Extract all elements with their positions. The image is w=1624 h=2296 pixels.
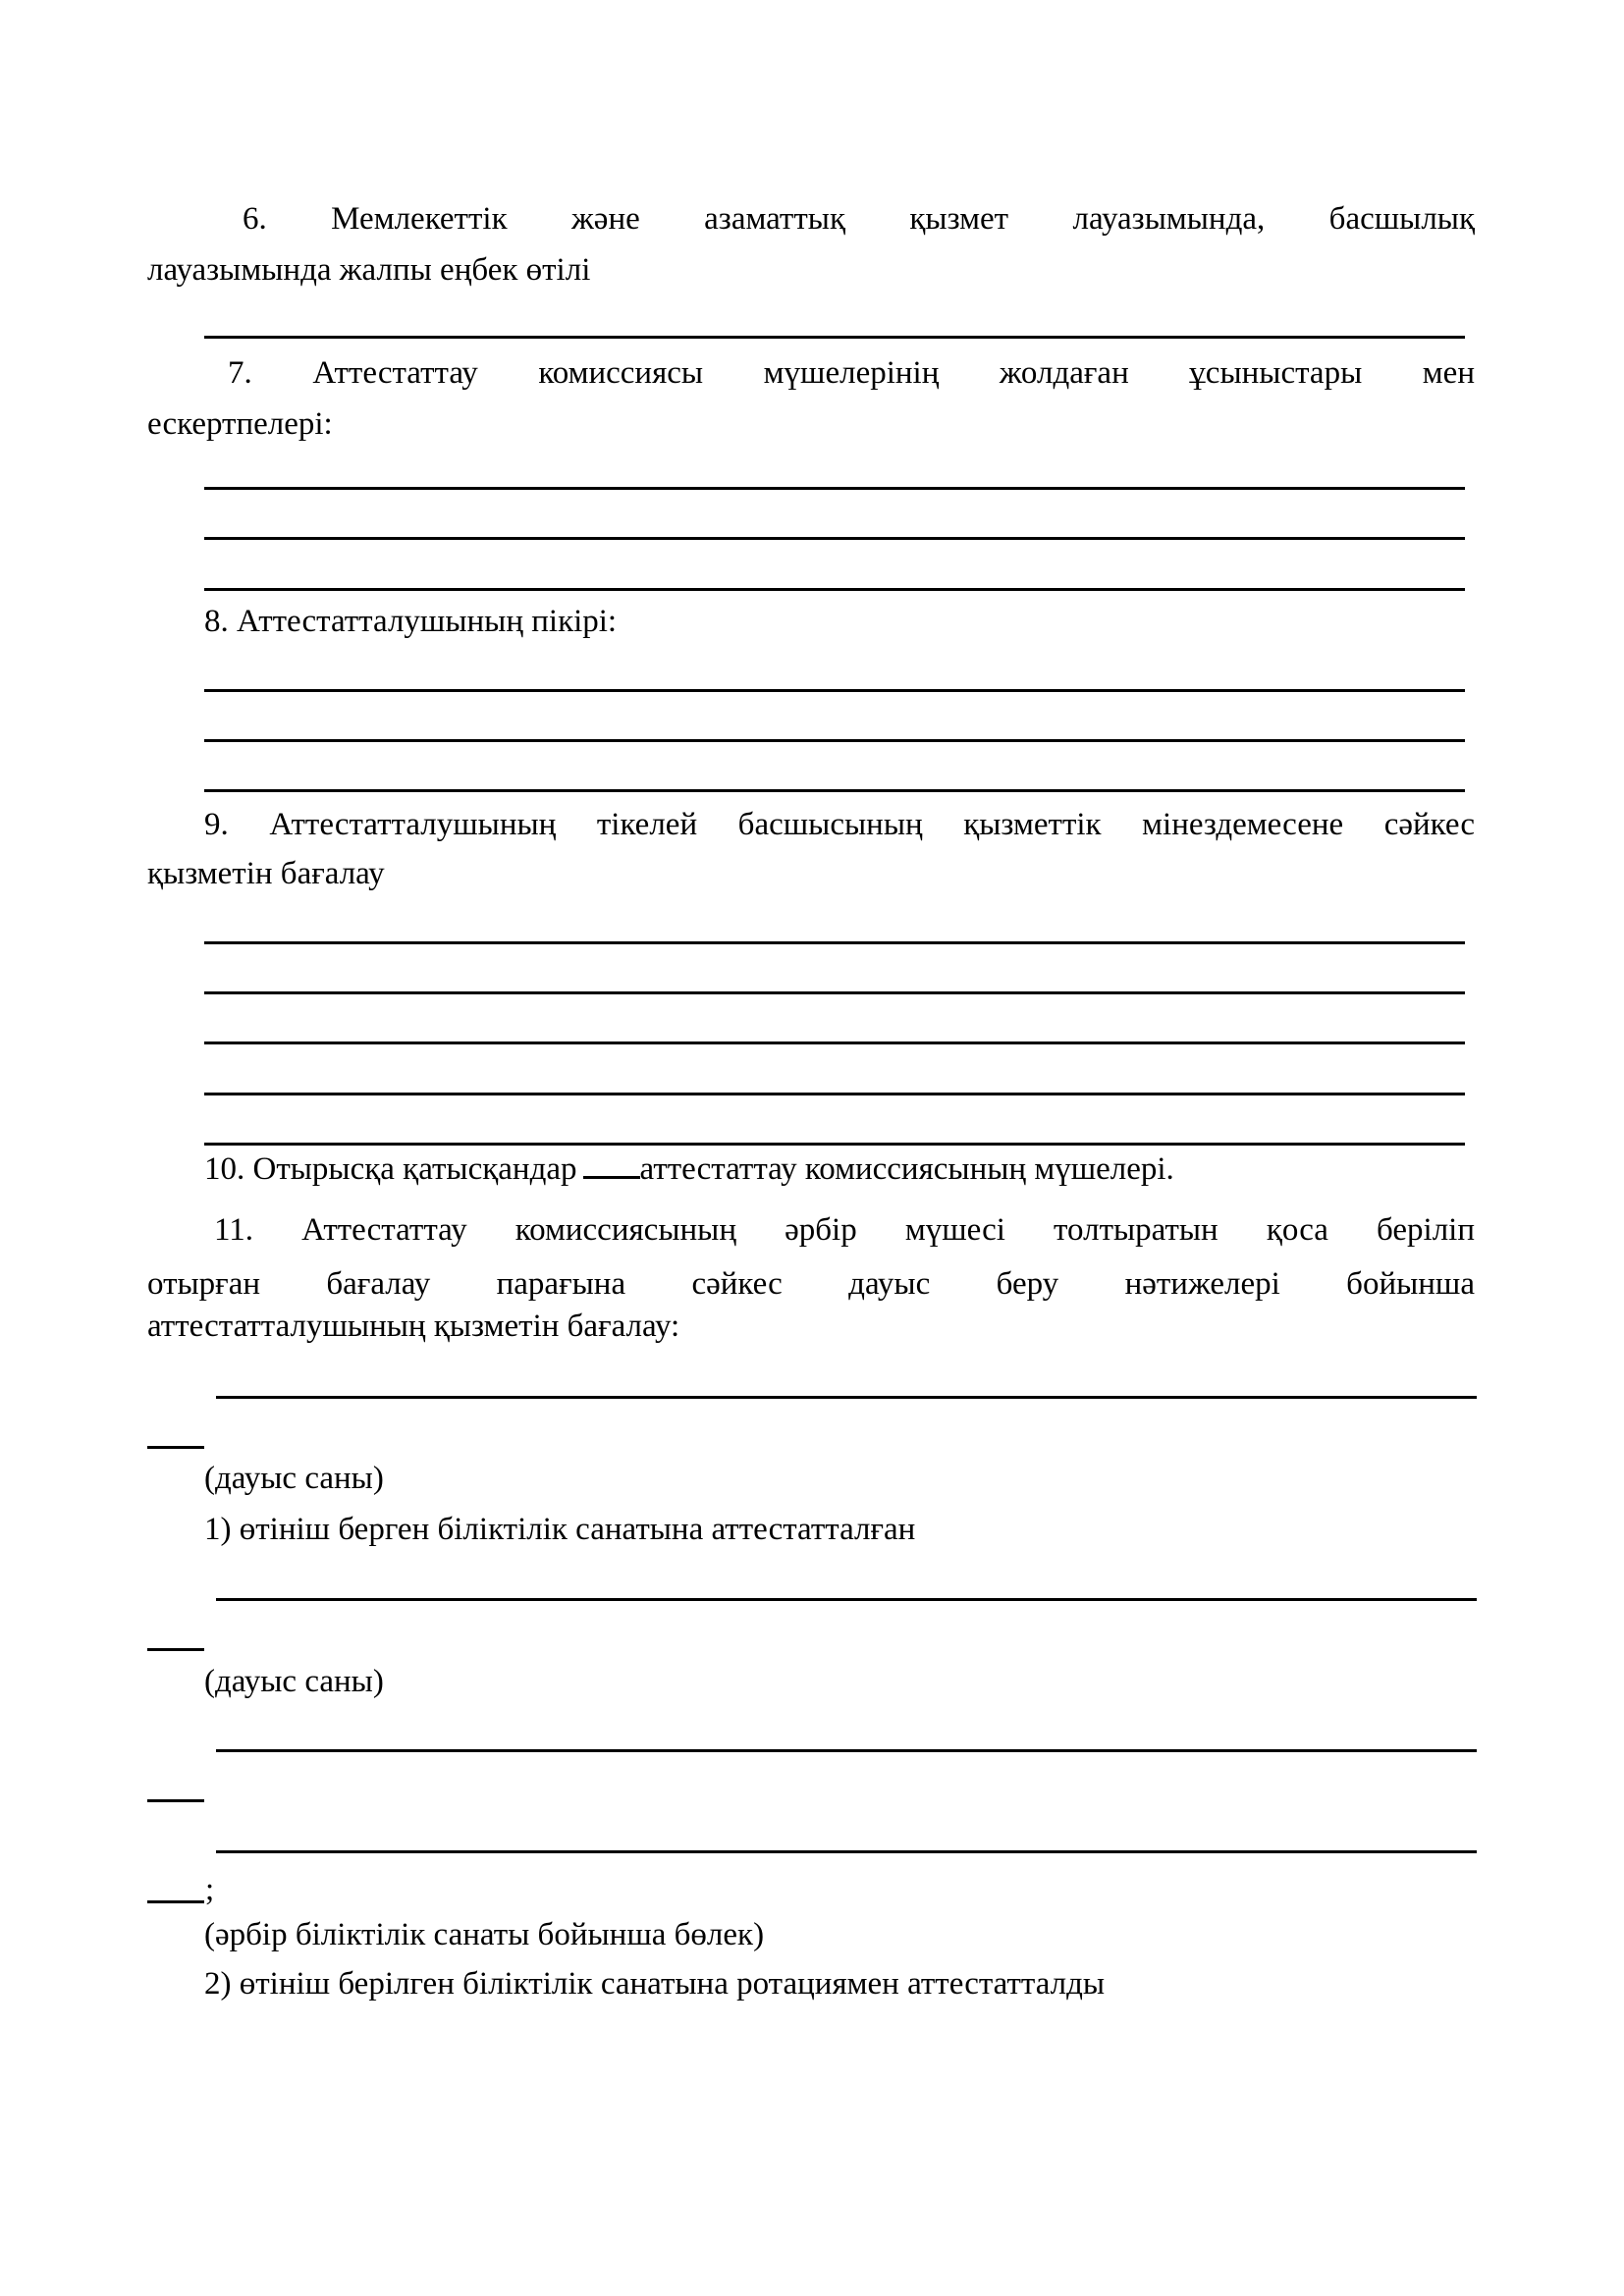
fill-line[interactable]: [204, 1143, 1465, 1146]
semicolon-mark: ;: [205, 1872, 215, 1907]
fill-line-continuation[interactable]: [147, 1446, 204, 1449]
fill-line[interactable]: [204, 588, 1465, 591]
fill-line-continuation[interactable]: [147, 1900, 204, 1903]
fill-line-continuation[interactable]: [147, 1799, 204, 1802]
fill-line[interactable]: [204, 689, 1465, 692]
item-1-text: 1) өтініш берген біліктілік санатына аттестатталған: [204, 1512, 916, 1547]
fill-line[interactable]: [204, 1041, 1465, 1044]
each-category-note: (әрбір біліктілік санаты бойынша бөлек): [204, 1917, 765, 1952]
fill-line[interactable]: [204, 941, 1465, 944]
section-6-line-1: 6. Мемлекеттік және азаматтық қызмет лауазымында, басшылық: [243, 201, 1475, 237]
section-7-line-1: 7. Аттестаттау комиссиясы мүшелерінің жолдаған ұсыныстары мен: [228, 355, 1475, 391]
vote-count-label: (дауыс саны): [204, 1461, 384, 1496]
section-8-line-1: 8. Аттестатталушының пікірі:: [204, 604, 618, 639]
fill-line[interactable]: [204, 1093, 1465, 1095]
vote-count-label: (дауыс саны): [204, 1664, 384, 1699]
section-10-prefix: 10. Отырысқа қатысқандар: [204, 1151, 577, 1187]
section-9-line-1: 9. Аттестатталушының тікелей басшысының қызметтік мінездемесене сәйкес: [204, 807, 1475, 842]
section-10-line: [204, 1149, 1174, 1189]
section-6-line-2: лауазымында жалпы еңбек өтілі: [147, 252, 591, 288]
section-11-line-3: аттестатталушының қызметін бағалау:: [147, 1308, 680, 1344]
fill-line[interactable]: [204, 336, 1465, 339]
fill-line[interactable]: [204, 789, 1465, 792]
fill-line-continuation[interactable]: [147, 1648, 204, 1651]
attendee-count-blank[interactable]: [583, 1150, 640, 1179]
fill-line[interactable]: [204, 487, 1465, 490]
fill-line[interactable]: [216, 1749, 1477, 1752]
item-2-text: 2) өтініш берілген біліктілік санатына ротациямен аттестатталды: [204, 1966, 1106, 2002]
section-10-suffix: аттестаттау комиссиясының мүшелері.: [639, 1151, 1174, 1187]
fill-line[interactable]: [216, 1598, 1477, 1601]
section-11-line-2: отырған бағалау парағына сәйкес дауыс беру нәтижелері бойынша: [147, 1266, 1475, 1302]
section-11-line-1: 11. Аттестаттау комиссиясының әрбір мүшесі толтыратын қоса беріліп: [214, 1212, 1475, 1248]
fill-line[interactable]: [216, 1396, 1477, 1399]
fill-line[interactable]: [204, 537, 1465, 540]
fill-line[interactable]: [216, 1850, 1477, 1853]
section-7-line-2: ескертпелері:: [147, 406, 333, 442]
fill-line[interactable]: [204, 991, 1465, 994]
fill-line[interactable]: [204, 739, 1465, 742]
section-9-line-2: қызметін бағалау: [147, 856, 385, 891]
